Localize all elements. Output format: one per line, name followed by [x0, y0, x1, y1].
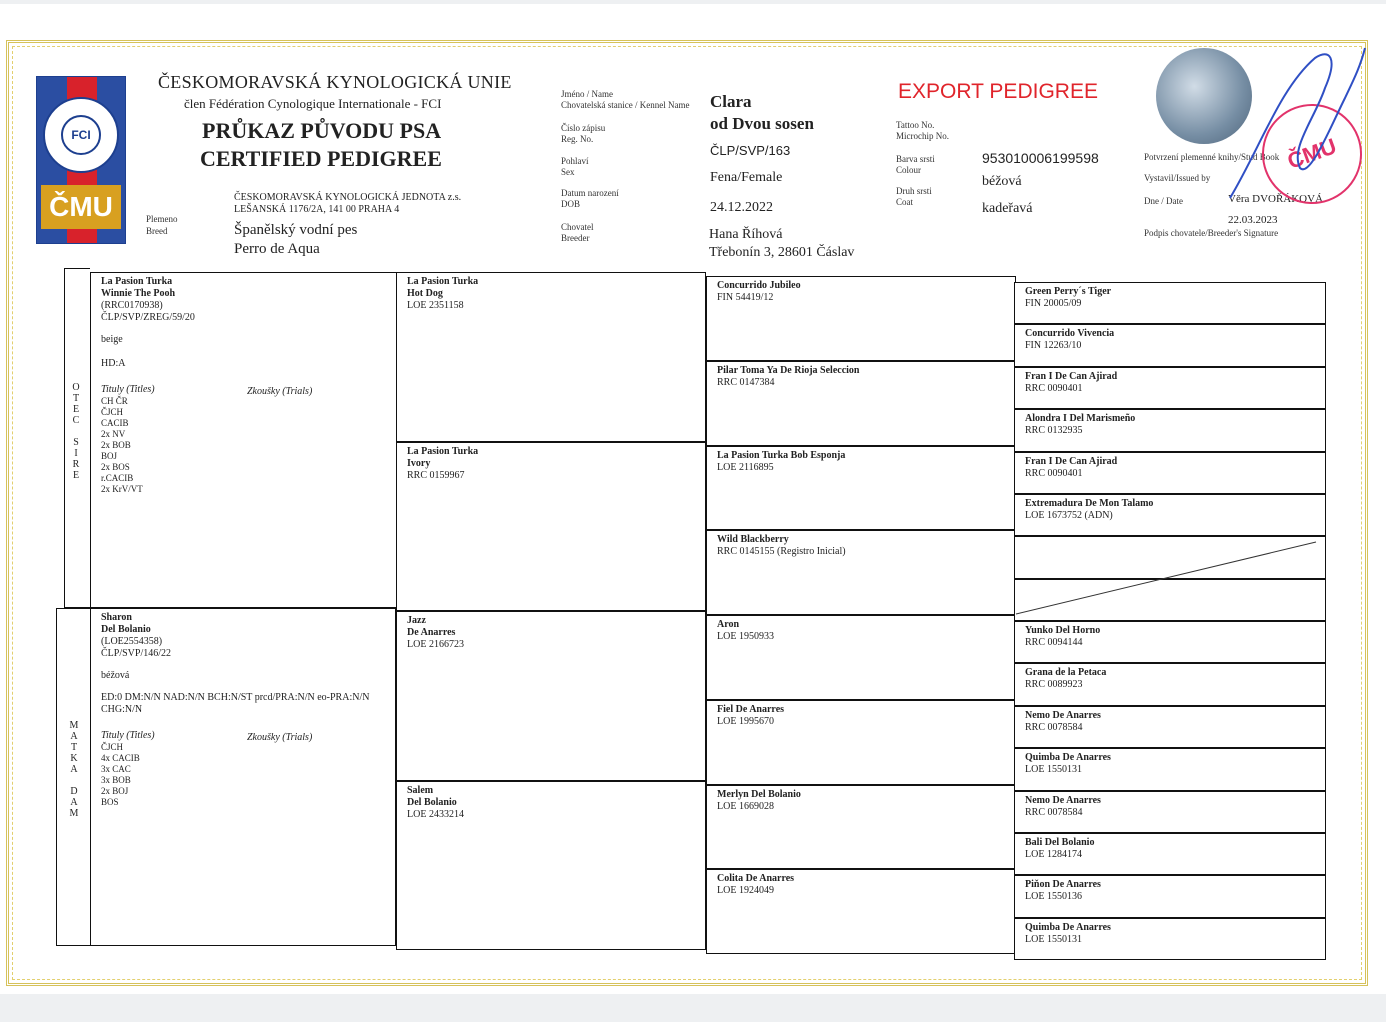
export-title: EXPORT PEDIGREE	[898, 80, 1098, 103]
great-great-grandparent-cell	[1014, 494, 1326, 536]
ancestor-name: Bali Del Bolanio	[1025, 836, 1095, 848]
signature-label: Podpis chovatele/Breeder's Signature	[1144, 228, 1279, 238]
side-letter: E	[72, 404, 80, 415]
cmku-emblem: ČMU	[41, 185, 121, 229]
sire-titles-label: Tituly (Titles)	[101, 384, 155, 395]
issued-by: Věra DVOŘÁKOVÁ	[1228, 193, 1324, 205]
side-letter: K	[70, 753, 78, 764]
ancestor-name: Concurrido Jubileo	[717, 280, 801, 291]
ancestor-name: Quimba De Anarres	[1025, 752, 1111, 764]
great-great-grandparent-cell	[1014, 875, 1326, 917]
title-item: 3x BOB	[101, 775, 131, 785]
title-item: CH ČR	[101, 396, 128, 406]
ancestor-name: Piňon De Anarres	[1025, 879, 1101, 891]
dog-colour: béžová	[982, 174, 1022, 189]
breed-label-cz: Plemeno	[146, 214, 178, 224]
great-great-grandparent-cell	[1014, 621, 1326, 663]
side-letter: A	[70, 797, 78, 808]
title-item: ČJCH	[101, 742, 124, 752]
dog-name: Clara	[710, 92, 752, 111]
ancestor-reg: LOE 1673752 (ADN)	[1025, 509, 1113, 521]
breeder-label-cz: Chovatel	[561, 222, 594, 232]
sire-name-line2: Winnie The Pooh	[101, 288, 176, 299]
strike-through-line	[1012, 538, 1322, 618]
breed-value-en: Perro de Aqua	[234, 241, 320, 257]
breed-value-cz: Španělský vodní pes	[234, 222, 358, 238]
great-great-grandparent-cell	[1014, 452, 1326, 494]
dob-label-en: DOB	[561, 199, 581, 209]
studbook-stamp: ČMU	[1248, 90, 1376, 218]
great-grandparent-cell	[706, 446, 1016, 531]
ancestor-reg: RRC 0159967	[407, 469, 465, 481]
breeder-name: Hana Říhová	[709, 227, 783, 242]
ancestor-name: Fran I De Can Ajirad	[1025, 370, 1118, 382]
ancestor-reg: RRC 0090401	[1025, 382, 1083, 394]
cmku-logo	[36, 76, 126, 244]
pedigree-table	[56, 268, 1328, 946]
reg-label-en: Reg. No.	[561, 134, 594, 144]
dam-titles-label: Tituly (Titles)	[101, 730, 155, 741]
side-letter: S	[73, 437, 79, 448]
side-letter: E	[72, 470, 80, 481]
ancestor-reg: RRC 0090401	[1025, 467, 1083, 479]
ancestor-name: La Pasion Turka Bob Esponja	[717, 449, 846, 461]
side-letter	[68, 775, 80, 786]
side-letter: T	[72, 393, 80, 404]
coat-label-en: Coat	[896, 197, 913, 207]
title-cz: PRŮKAZ PŮVODU PSA	[202, 118, 442, 143]
ancestor-reg: LOE 2116895	[717, 461, 774, 473]
sire-name-line1: La Pasion Turka	[101, 276, 173, 287]
microchip-number: 953010006199598	[982, 150, 1099, 166]
ancestor-reg: RRC 0078584	[1025, 806, 1083, 818]
dob-label-cz: Datum narození	[561, 188, 619, 198]
dam-health: ED:0 DM:N/N NAD:N/N BCH:N/ST prcd/PRA:N/N eo-PRA:N/N CHG:N/N	[101, 692, 370, 715]
title-item: BOS	[101, 797, 119, 807]
ancestor-name: Aron	[717, 619, 740, 630]
date-label: Dne / Date	[1144, 196, 1183, 206]
ancestor-name: Extremadura De Mon Talamo	[1025, 497, 1154, 509]
dam-titles-list	[101, 742, 385, 808]
great-great-grandparent-cell	[1014, 833, 1326, 875]
title-item: CACIB	[101, 418, 129, 428]
ancestor-reg: RRC 0094144	[1025, 637, 1083, 648]
ancestor-name: Concurrido Vivencia	[1025, 328, 1115, 340]
great-grandparent-cell	[706, 869, 1016, 954]
title-item: 4x CACIB	[101, 753, 140, 763]
ancestor-reg: LOE 1550131	[1025, 764, 1082, 776]
sire-titles-list	[101, 396, 389, 495]
ancestor-reg: RRC 0078584	[1025, 721, 1083, 733]
ancestor-name-line2: Hot Dog	[407, 288, 443, 299]
org-name: ČESKOMORAVSKÁ KYNOLOGICKÁ UNIE	[158, 72, 512, 92]
dam-reg1: (LOE2554358)	[101, 636, 163, 647]
title-en: CERTIFIED PEDIGREE	[200, 146, 442, 171]
ancestor-name: Grana de la Petaca	[1025, 667, 1107, 679]
ancestor-reg: RRC 0147384	[717, 376, 775, 388]
ancestor-name-line1: La Pasion Turka	[407, 445, 479, 457]
title-item: 3x CAC	[101, 764, 131, 774]
great-great-grandparent-cell	[1014, 706, 1326, 748]
ancestor-name-line1: Salem	[407, 784, 434, 796]
side-letter	[70, 426, 82, 437]
great-grandparent-cell	[706, 615, 1016, 700]
ancestor-name: Yunko Del Horno	[1025, 625, 1101, 636]
dog-kennel: od Dvou sosen	[710, 114, 814, 133]
sire-trials-label: Zkoušky (Trials)	[247, 386, 313, 397]
dam-name-line2: Del Bolanio	[101, 624, 151, 635]
title-item: BOJ	[101, 451, 118, 461]
grandparent-cell	[396, 781, 706, 951]
ancestor-name: Merlyn Del Bolanio	[717, 788, 801, 800]
side-letter: O	[72, 382, 80, 393]
great-grandparent-cell	[706, 785, 1016, 870]
side-letter: A	[70, 731, 78, 742]
breed-label-en: Breed	[146, 226, 168, 236]
side-letter: M	[69, 808, 79, 819]
reg-label-cz: Číslo zápisu	[561, 123, 606, 133]
great-grandparent-cell	[706, 361, 1016, 446]
great-grandparent-cell	[706, 700, 1016, 785]
ancestor-name: Fiel De Anarres	[717, 703, 785, 715]
dam-reg2: ČLP/SVP/146/22	[101, 648, 172, 659]
ancestor-reg: LOE 1550131	[1025, 933, 1082, 945]
ancestor-reg: RRC 0145155 (Registro Inicial)	[717, 546, 846, 558]
colour-label-en: Colour	[896, 165, 922, 175]
ancestor-name: Wild Blackberry	[717, 534, 789, 546]
title-item: r.CACIB	[101, 473, 134, 483]
ancestor-reg: LOE 1550136	[1025, 891, 1082, 903]
sex-label-en: Sex	[561, 167, 575, 177]
ancestor-reg: LOE 2166723	[407, 639, 464, 650]
fci-emblem-text: FCI	[61, 115, 101, 155]
ancestor-reg: RRC 0132935	[1025, 425, 1083, 437]
dam-side-label	[68, 720, 80, 819]
ancestor-reg: LOE 1669028	[717, 800, 774, 812]
sire-health: HD:A	[101, 358, 126, 369]
sire-cell	[90, 272, 400, 608]
ancestor-name: Green Perry´s Tiger	[1025, 286, 1112, 297]
dam-trials-label: Zkoušky (Trials)	[247, 732, 313, 743]
ancestor-name-line2: Del Bolanio	[407, 796, 457, 808]
breeder-address: Třebonín 3, 28601 Čáslav	[709, 245, 855, 260]
great-grandparent-cell	[706, 276, 1016, 361]
great-great-grandparent-cell	[1014, 748, 1326, 790]
dam-colour: béžová	[101, 670, 130, 681]
ancestor-name: Alondra I Del Marismeño	[1025, 413, 1136, 425]
great-great-grandparent-cell	[1014, 324, 1326, 366]
side-letter: A	[70, 764, 78, 775]
name-label: Jméno / Name	[561, 89, 613, 99]
great-great-grandparent-cell	[1014, 791, 1326, 833]
ancestor-name: Quimba De Anarres	[1025, 921, 1111, 933]
side-letter: M	[69, 720, 79, 731]
great-great-grandparent-cell	[1014, 282, 1326, 324]
issuer-line2: LEŠANSKÁ 1176/2A, 141 00 PRAHA 4	[234, 204, 400, 215]
tattoo-label-cz: Tattoo No.	[896, 120, 935, 130]
great-great-grandparent-cell	[1014, 663, 1326, 705]
ancestor-name: Pilar Toma Ya De Rioja Seleccion	[717, 364, 860, 376]
ancestor-reg: LOE 2433214	[407, 808, 464, 820]
signature-icon	[1220, 28, 1370, 208]
org-member: člen Fédération Cynologique Internationale - FCI	[184, 96, 442, 111]
colour-label-cz: Barva srsti	[896, 154, 935, 164]
title-item: 2x BOB	[101, 440, 131, 450]
grandparent-cell	[396, 442, 706, 612]
dog-coat: kadeřavá	[982, 201, 1033, 216]
sire-reg2: ČLP/SVP/ZREG/59/20	[101, 312, 195, 323]
ancestor-name-line1: Jazz	[407, 615, 426, 626]
breeder-label-en: Breeder	[561, 233, 590, 243]
title-item: 2x BOJ	[101, 786, 129, 796]
ancestor-name-line1: La Pasion Turka	[407, 276, 479, 287]
ancestor-reg: RRC 0089923	[1025, 679, 1083, 691]
great-great-grandparent-cell	[1014, 918, 1326, 960]
kennel-label: Chovatelská stanice / Kennel Name	[561, 100, 690, 110]
ancestor-reg: FIN 20005/09	[1025, 298, 1082, 309]
grandparent-cell	[396, 272, 706, 442]
dog-dob: 24.12.2022	[710, 200, 773, 215]
issued-label: Vystavil/Issued by	[1144, 173, 1211, 183]
coat-label-cz: Druh srsti	[896, 186, 932, 196]
fci-emblem-icon	[43, 97, 119, 173]
great-grandparent-cell	[706, 530, 1016, 615]
reg-number: ČLP/SVP/163	[710, 143, 791, 158]
side-letter: D	[70, 786, 78, 797]
great-great-grandparent-cell	[1014, 367, 1326, 409]
ancestor-reg: LOE 1995670	[717, 715, 774, 727]
sex-label-cz: Pohlaví	[561, 156, 589, 166]
side-letter: T	[70, 742, 78, 753]
side-letter: C	[72, 415, 80, 426]
ancestor-name-line2: De Anarres	[407, 627, 456, 638]
ancestor-name-line2: Ivory	[407, 457, 431, 469]
ancestor-reg: LOE 2351158	[407, 300, 464, 311]
title-item: ČJCH	[101, 407, 124, 417]
confirm-label: Potvrzení plemenné knihy/Stud Book	[1144, 152, 1280, 162]
grandparent-cell	[396, 611, 706, 781]
sire-side-label	[70, 382, 82, 481]
ancestor-name: Nemo De Anarres	[1025, 794, 1101, 806]
pedigree-sheet	[0, 4, 1386, 994]
title-item: 2x NV	[101, 429, 126, 439]
ancestor-reg: FIN 12263/10	[1025, 340, 1082, 352]
ancestor-reg: LOE 1950933	[717, 631, 774, 642]
dam-name-line1: Sharon	[101, 612, 132, 623]
sire-reg1: (RRC0170938)	[101, 300, 163, 311]
dog-sex: Fena/Female	[710, 170, 783, 185]
tattoo-label-en: Microchip No.	[896, 131, 949, 141]
side-letter: I	[74, 448, 78, 459]
ancestor-reg: LOE 1924049	[717, 885, 774, 897]
ancestor-reg: FIN 54419/12	[717, 292, 774, 303]
title-item: 2x KrV/VT	[101, 484, 143, 494]
ancestor-name: Colita De Anarres	[717, 873, 795, 885]
title-item: 2x BOS	[101, 462, 130, 472]
great-great-grandparent-cell	[1014, 409, 1326, 451]
ancestor-name: Nemo De Anarres	[1025, 709, 1101, 721]
issue-date: 22.03.2023	[1228, 214, 1278, 226]
ancestor-name: Fran I De Can Ajirad	[1025, 455, 1118, 467]
dam-cell	[90, 608, 396, 946]
issuer-line1: ČESKOMORAVSKÁ KYNOLOGICKÁ JEDNOTA z.s.	[234, 192, 462, 203]
side-letter: R	[72, 459, 80, 470]
sire-colour: beige	[101, 334, 123, 345]
ancestor-reg: LOE 1284174	[1025, 848, 1082, 860]
